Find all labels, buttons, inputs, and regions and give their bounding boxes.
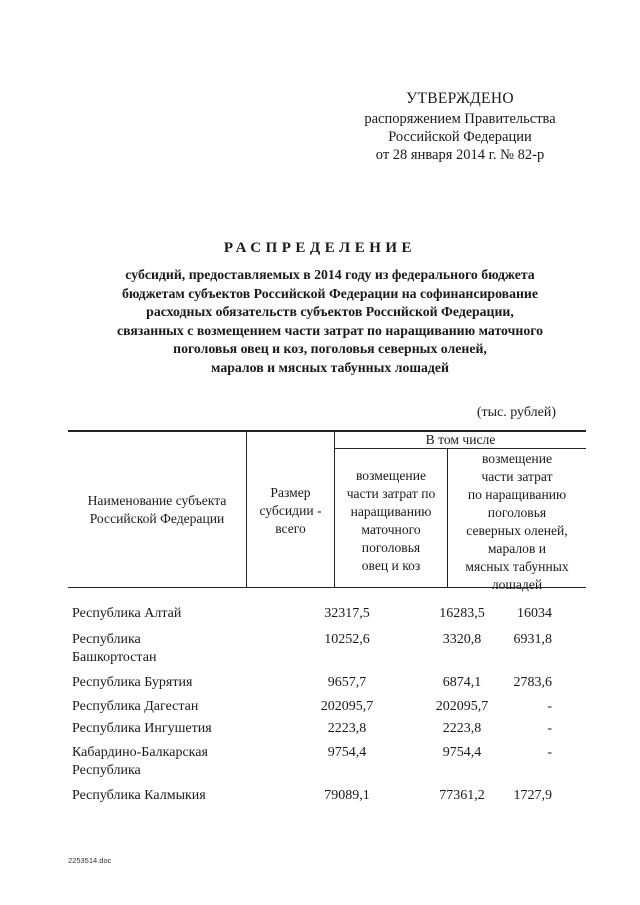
header-text: овец и коз	[361, 558, 421, 573]
row-total: 2223,8	[327, 721, 367, 736]
row-total: 32317,5	[324, 606, 370, 621]
header-text: Размер	[270, 485, 311, 500]
row-deer-horses: 2783,6	[513, 675, 552, 690]
document-title: РАСПРЕДЕЛЕНИЕ	[223, 240, 417, 256]
file-identifier: 2253514.doc	[68, 856, 112, 865]
table-row	[72, 605, 582, 625]
unit-label: (тыс. рублей)	[476, 405, 556, 420]
header-text: всего	[275, 521, 306, 536]
row-total: 9754,4	[327, 745, 367, 760]
row-subject-name: Республика Дагестан	[72, 699, 199, 714]
row-total: 10252,6	[324, 632, 370, 647]
subtitle-line: маралов и мясных табунных лошадей	[211, 359, 449, 375]
header-text: возмещение	[481, 451, 553, 466]
header-text: поголовья	[487, 505, 547, 520]
approval-line-3: от 28 января 2014 г. № 82-р	[375, 147, 545, 163]
row-total: 9657,7	[327, 675, 367, 690]
approval-heading: УТВЕРЖДЕНО	[406, 90, 514, 107]
row-deer-horses: -	[547, 721, 552, 736]
document-subtitle	[60, 266, 600, 377]
subtitle-line: расходных обязательств субъектов Российской Федерации,	[146, 304, 514, 319]
row-sheep-goats: 16283,5	[439, 606, 485, 621]
approval-line-2: Российской Федерации	[388, 129, 532, 145]
table-row	[72, 787, 582, 807]
table-row	[72, 720, 582, 740]
header-deer-horses	[448, 450, 586, 594]
row-deer-horses: -	[547, 745, 552, 760]
row-sheep-goats: 6874,1	[442, 675, 482, 690]
row-subject-name: Республика Башкортостан	[72, 632, 157, 665]
header-text: лошадей	[491, 577, 543, 592]
header-text: возмещение	[355, 468, 427, 483]
approval-line-1: распоряжением Правительства	[364, 111, 556, 127]
table-row	[72, 631, 582, 669]
row-total: 79089,1	[324, 788, 370, 803]
header-text: части затрат по	[346, 486, 436, 501]
header-text: субсидии -	[259, 503, 322, 518]
row-deer-horses: 6931,8	[513, 632, 552, 647]
header-text: поголовья	[361, 540, 421, 555]
subtitle-line: поголовья овец и коз, поголовья северных оленей,	[173, 341, 487, 356]
header-text: маралов и	[487, 541, 547, 556]
header-text: северных оленей,	[466, 523, 568, 538]
table-row	[72, 744, 582, 782]
header-text: части затрат	[481, 469, 553, 484]
approval-block	[330, 90, 590, 164]
header-sheep-goats	[335, 467, 447, 575]
row-sheep-goats: 3320,8	[442, 632, 482, 647]
row-deer-horses: 16034	[517, 606, 552, 621]
row-subject-name: Кабардино-Балкарская Республика	[72, 745, 208, 778]
table-row	[72, 698, 582, 718]
table-row	[72, 674, 582, 694]
header-group-including: В том числе	[425, 432, 496, 447]
subtitle-line: субсидий, предоставляемых в 2014 году из федерального бюджета	[125, 267, 535, 282]
header-text: мясных табунных	[465, 559, 569, 574]
row-total: 202095,7	[320, 699, 374, 714]
row-sheep-goats: 9754,4	[442, 745, 482, 760]
row-subject-name: Республика Бурятия	[72, 675, 193, 690]
row-subject-name: Республика Алтай	[72, 606, 182, 621]
row-subject-name: Республика Калмыкия	[72, 788, 206, 803]
header-text: Российской Федерации	[89, 511, 225, 526]
header-text: Наименование субъекта	[87, 493, 227, 508]
header-text: наращиванию	[350, 504, 432, 519]
row-sheep-goats: 77361,2	[439, 788, 485, 803]
row-deer-horses: 1727,9	[513, 788, 552, 803]
subtitle-line: связанных с возмещением части затрат по наращиванию маточного	[116, 322, 544, 338]
header-text: по наращиванию	[467, 487, 567, 502]
row-sheep-goats: 202095,7	[435, 699, 489, 714]
row-subject-name: Республика Ингушетия	[72, 721, 212, 736]
row-sheep-goats: 2223,8	[442, 721, 482, 736]
header-total	[247, 484, 334, 538]
subtitle-line: бюджетам субъектов Российской Федерации на софинансирование	[121, 285, 538, 301]
header-subject-name	[68, 492, 246, 528]
row-deer-horses: -	[547, 699, 552, 714]
header-text: маточного	[361, 522, 421, 537]
